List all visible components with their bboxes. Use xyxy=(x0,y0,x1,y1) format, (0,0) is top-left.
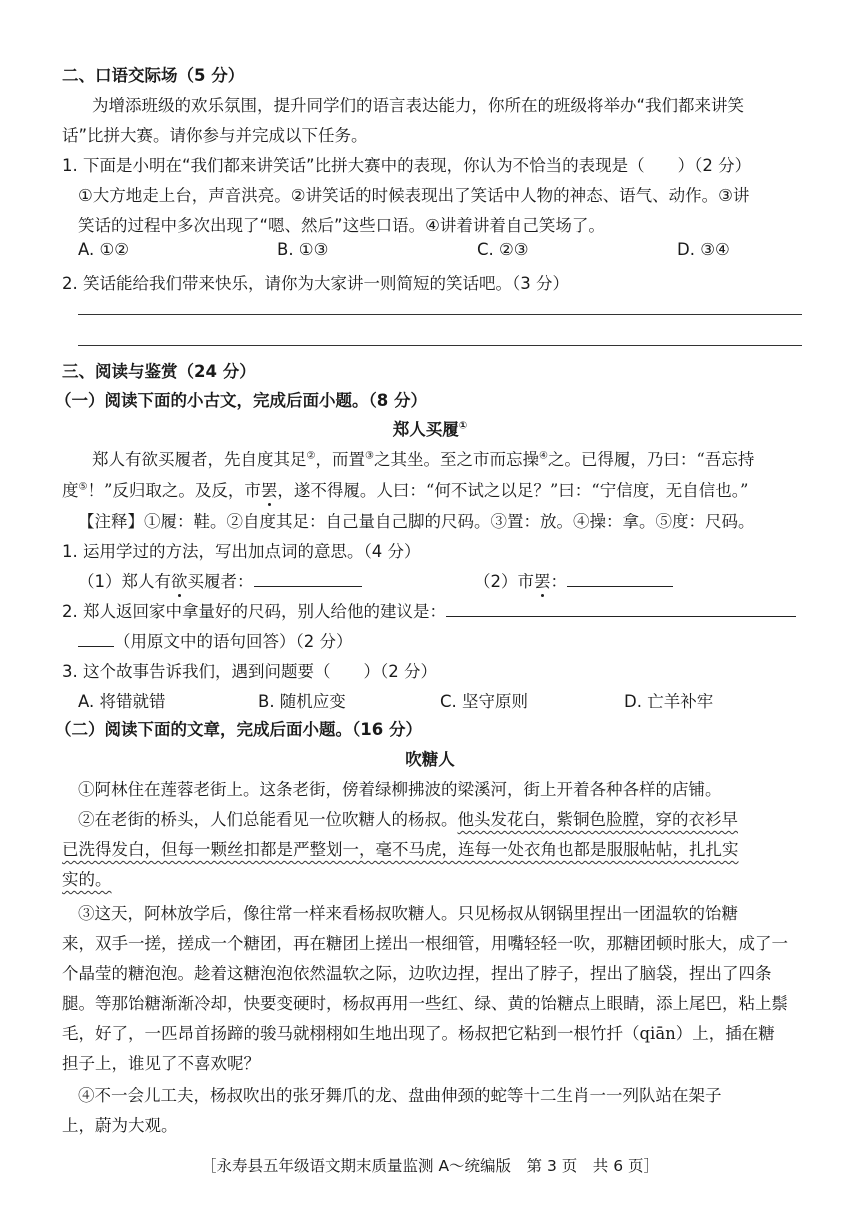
paragraph-4-line: 上，蔚为大观。 xyxy=(62,1116,178,1135)
s3-q3-option-d: D. 亡羊补牢 xyxy=(624,692,714,711)
answer-blank[interactable] xyxy=(446,616,796,617)
part2-heading: （二）阅读下面的文章，完成后面小题。（16 分） xyxy=(55,720,422,739)
story-line1: 郑人有欲买履者，先自度其足②，而置③之其坐。至之市而忘操④之。已得履，乃曰：“吾忘持 xyxy=(92,450,755,469)
answer-line[interactable] xyxy=(78,314,802,315)
paragraph-2-line2: 已洗得发白，但每一颗丝扣都是严整划一，毫不马虎，连每一处衣角也都是服服帖帖，扎扎实 xyxy=(62,840,739,859)
annotation-note: 【注释】①履：鞋。②自度其足：自己量自己脚的尺码。③置：放。④操：拿。⑤度：尺码。 xyxy=(78,512,755,531)
paragraph-3-line: 担子上，谁见了不喜欢呢？ xyxy=(62,1054,260,1073)
paragraph-2-line1: ②在老街的桥头，人们总能看见一位吹糖人的杨叔。他头发花白，紫铜色脸膛，穿的衣衫早 xyxy=(78,810,738,829)
s2-q1-line3: 笑话的过程中多次出现了“嗯、然后”这些口语。④讲着讲着自己笑场了。 xyxy=(78,216,605,235)
emphasis-dot-char: 罢 xyxy=(260,481,278,500)
s2-q1-option-b: B. ①③ xyxy=(277,240,329,259)
s2-q1-line2: ①大方地走上台，声音洪亮。②讲笑话的时候表现出了笑话中人物的神态、语气、动作。③讲 xyxy=(78,186,750,205)
section3-heading: 三、阅读与鉴赏（24 分） xyxy=(62,362,256,381)
part1-heading: （一）阅读下面的小古文，完成后面小题。（8 分） xyxy=(55,391,427,410)
answer-blank[interactable] xyxy=(254,586,362,587)
s2-q1-option-a: A. ①② xyxy=(78,240,130,259)
paragraph-2-line3: 实的。 xyxy=(62,870,112,889)
s3-q3-option-b: B. 随机应变 xyxy=(258,692,346,711)
answer-blank[interactable] xyxy=(78,646,114,647)
section2-heading: 二、口语交际场（5 分） xyxy=(62,66,245,85)
paragraph-3-line: ③这天，阿林放学后，像往常一样来看杨叔吹糖人。只见杨叔从钢锅里捏出一团温软的饴糖 xyxy=(78,904,738,923)
section2-intro-line2: 话”比拼大赛。请你参与并完成以下任务。 xyxy=(62,126,368,145)
paragraph-3-line: 个晶莹的糖泡泡。趁着这糖泡泡依然温软之际，边吹边捏，捏出了脖子，捏出了脑袋，捏出了四条 xyxy=(62,964,772,983)
s3-q3-option-c: C. 坚守原则 xyxy=(440,692,529,711)
s2-question-1: 1. 下面是小明在“我们都来讲笑话”比拼大赛中的表现，你认为不恰当的表现是（ ）（2 分） xyxy=(62,156,752,175)
s2-question-2: 2. 笑话能给我们带来快乐，请你为大家讲一则简短的笑话吧。（3 分） xyxy=(62,274,569,293)
answer-blank[interactable] xyxy=(567,586,673,587)
part2-title: 吹糖人 xyxy=(405,750,455,769)
emphasis-dot-char: 欲 xyxy=(171,572,188,591)
section2-intro-line1: 为增添班级的欢乐氛围，提升同学们的语言表达能力，你所在的班级将举办“我们都来讲笑 xyxy=(92,96,745,115)
s3-question-1: 1. 运用学过的方法，写出加点词的意思。（4 分） xyxy=(62,542,421,561)
s3-q1-item-2: （2）市罢： xyxy=(474,568,673,592)
s2-q1-option-c: C. ②③ xyxy=(477,240,529,259)
emphasis-dot-char: 罢 xyxy=(534,572,551,591)
paragraph-4-line: ④不一会儿工夫，杨叔吹出的张牙舞爪的龙、盘曲伸颈的蛇等十二生肖一一列队站在架子 xyxy=(78,1086,722,1105)
part1-title: 郑人买履① xyxy=(392,420,468,439)
s3-q2-line2: （用原文中的语句回答）（2 分） xyxy=(78,628,353,652)
s3-q3-option-a: A. 将错就错 xyxy=(78,692,166,711)
s2-q1-option-d: D. ③④ xyxy=(677,240,730,259)
story-line2: 度⑤！”反归取之。及反，市罢，遂不得履。人曰：“何不试之以足？”曰：“宁信度，无自信也。” xyxy=(62,481,749,500)
page-footer: ［永寿县五年级语文期末质量监测 A～统编版 第 3 页 共 6 页］ xyxy=(201,1157,659,1175)
paragraph-1: ①阿林住在莲蓉老街上。这条老街，傍着绿柳拂波的梁溪河，街上开着各种各样的店铺。 xyxy=(78,780,722,799)
paragraph-3-line: 毛，好了，一匹昂首扬蹄的骏马就栩栩如生地出现了。杨叔把它粘到一根竹扦（qiān）上，插在糖 xyxy=(62,1024,775,1043)
s3-question-2: 2. 郑人返回家中拿量好的尺码，别人给他的建议是： xyxy=(62,598,796,622)
paragraph-3-line: 腿。等那饴糖渐渐冷却，快要变硬时，杨叔再用一些红、绿、黄的饴糖点上眼睛，添上尾巴，粘上鬃 xyxy=(62,994,788,1013)
s3-question-3: 3. 这个故事告诉我们，遇到问题要（ ）（2 分） xyxy=(62,662,437,681)
answer-line[interactable] xyxy=(78,345,802,346)
s3-q1-item-1: （1）郑人有欲买履者： xyxy=(78,568,362,592)
paragraph-3-line: 来，双手一搓，搓成一个糖团，再在糖团上搓出一根细管，用嘴轻轻一吹，那糖团顿时胀大，成了一 xyxy=(62,934,788,953)
